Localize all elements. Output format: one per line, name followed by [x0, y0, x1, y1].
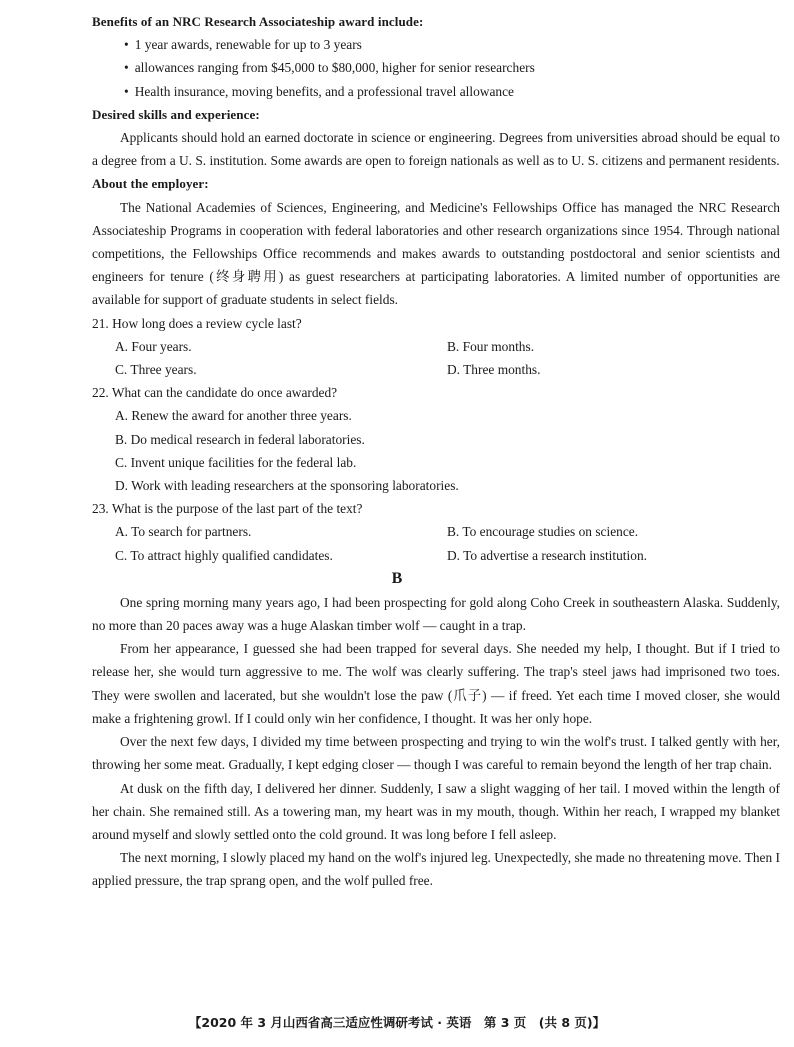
question-23-option-c: C. To attract highly qualified candidates. [115, 547, 333, 563]
question-23-option-a: A. To search for partners. [115, 524, 252, 540]
employer-heading: About the employer: [92, 176, 209, 192]
story-paragraph: From her appearance, I guessed she had been trapped for several days. She needed my help, I thought. But if I tried to release her, she would turn aggressive to me. The wolf was clearly suffering. The trap's steel jaws had imprisoned two toes. They were swollen and lacerated, but she wouldn't lose the paw (爪子) — if freed. Yet each time I moved closer, she would make a frightening growl. If I could only win her confidence, I thought. It was her only hope. [92, 641, 780, 726]
benefits-heading: Benefits of an NRC Research Associateship award include: [92, 14, 424, 29]
benefits-list [92, 33, 780, 103]
question-21-option-a: A. Four years. [115, 338, 192, 354]
question-21-options [92, 335, 780, 381]
skills-paragraph: Applicants should hold an earned doctorate in science or engineering. Degrees from universities abroad should be equal to a degree from a U. S. institution. Some awards are open to foreign nationals as well as to U. S. citizens and permanent residents. [92, 130, 780, 169]
question-23-options [92, 520, 780, 566]
benefit-item: • allowances ranging from $45,000 to $80,000, higher for senior researchers [124, 56, 780, 79]
story-paragraph: Over the next few days, I divided my time between prospecting and trying to win the wolf's trust. I talked gently with her, throwing her some meat. Gradually, I kept edging closer — though I was careful to remain beyond the length of her trap chain. [92, 734, 780, 773]
benefit-item: • Health insurance, moving benefits, and a professional travel allowance [124, 80, 780, 103]
question-22-option-a: A. Renew the award for another three years. [115, 408, 352, 424]
skills-heading: Desired skills and experience: [92, 106, 260, 122]
question-22-option-d: D. Work with leading researchers at the sponsoring laboratories. [115, 478, 459, 494]
question-21-stem: 21. How long does a review cycle last? [92, 315, 302, 331]
question-21-option-b: B. Four months. [447, 338, 535, 354]
story-paragraph: At dusk on the fifth day, I delivered her dinner. Suddenly, I saw a slight wagging of her tail. I moved within the length of her chain. She remained still. As a towering man, my heart was in my mouth, though. Within her reach, I wrapped my blanket around myself and slowly settled onto the cold ground. It was long before I fell asleep. [92, 780, 780, 842]
question-23-option-d: D. To advertise a research institution. [447, 547, 647, 563]
question-21-option-c: C. Three years. [115, 362, 197, 378]
question-23-option-b: B. To encourage studies on science. [447, 524, 639, 540]
question-22-option-c: C. Invent unique facilities for the federal lab. [115, 454, 357, 470]
page-footer: 【2020 年 3 月山西省高三适应性调研考试 · 英语 第 3 页 (共 8 页)】 [188, 1015, 606, 1030]
question-22-options [92, 404, 780, 497]
employer-paragraph: The National Academies of Sciences, Engineering, and Medicine's Fellowships Office has managed the NRC Research Associateship Programs in cooperation with federal laboratories and other research organizations since 1954. Through national competitions, the Fellowships Office recommends and makes awards to outstanding postdoctoral and senior scientists and engineers for tenure (终身聘用) as guest researchers at participating laboratories. A limited number of opportunities are available for support of graduate students in select fields. [92, 199, 780, 308]
question-23-stem: 23. What is the purpose of the last part of the text? [92, 501, 363, 517]
question-22-option-b: B. Do medical research in federal laboratories. [115, 431, 365, 447]
benefit-item: • 1 year awards, renewable for up to 3 years [124, 33, 780, 56]
question-21-option-d: D. Three months. [447, 362, 541, 378]
question-22-stem: 22. What can the candidate do once awarded? [92, 385, 338, 401]
story-paragraph: One spring morning many years ago, I had been prospecting for gold along Coho Creek in southeastern Alaska. Suddenly, no more than 20 paces away was a huge Alaskan timber wolf — caught in a trap. [92, 594, 780, 634]
section-b-title: B [391, 569, 403, 587]
story-paragraph: The next morning, I slowly placed my hand on the wolf's injured leg. Unexpectedly, she made no threatening move. Then I applied pressure, the trap sprang open, and the wolf pulled free. [92, 850, 780, 889]
